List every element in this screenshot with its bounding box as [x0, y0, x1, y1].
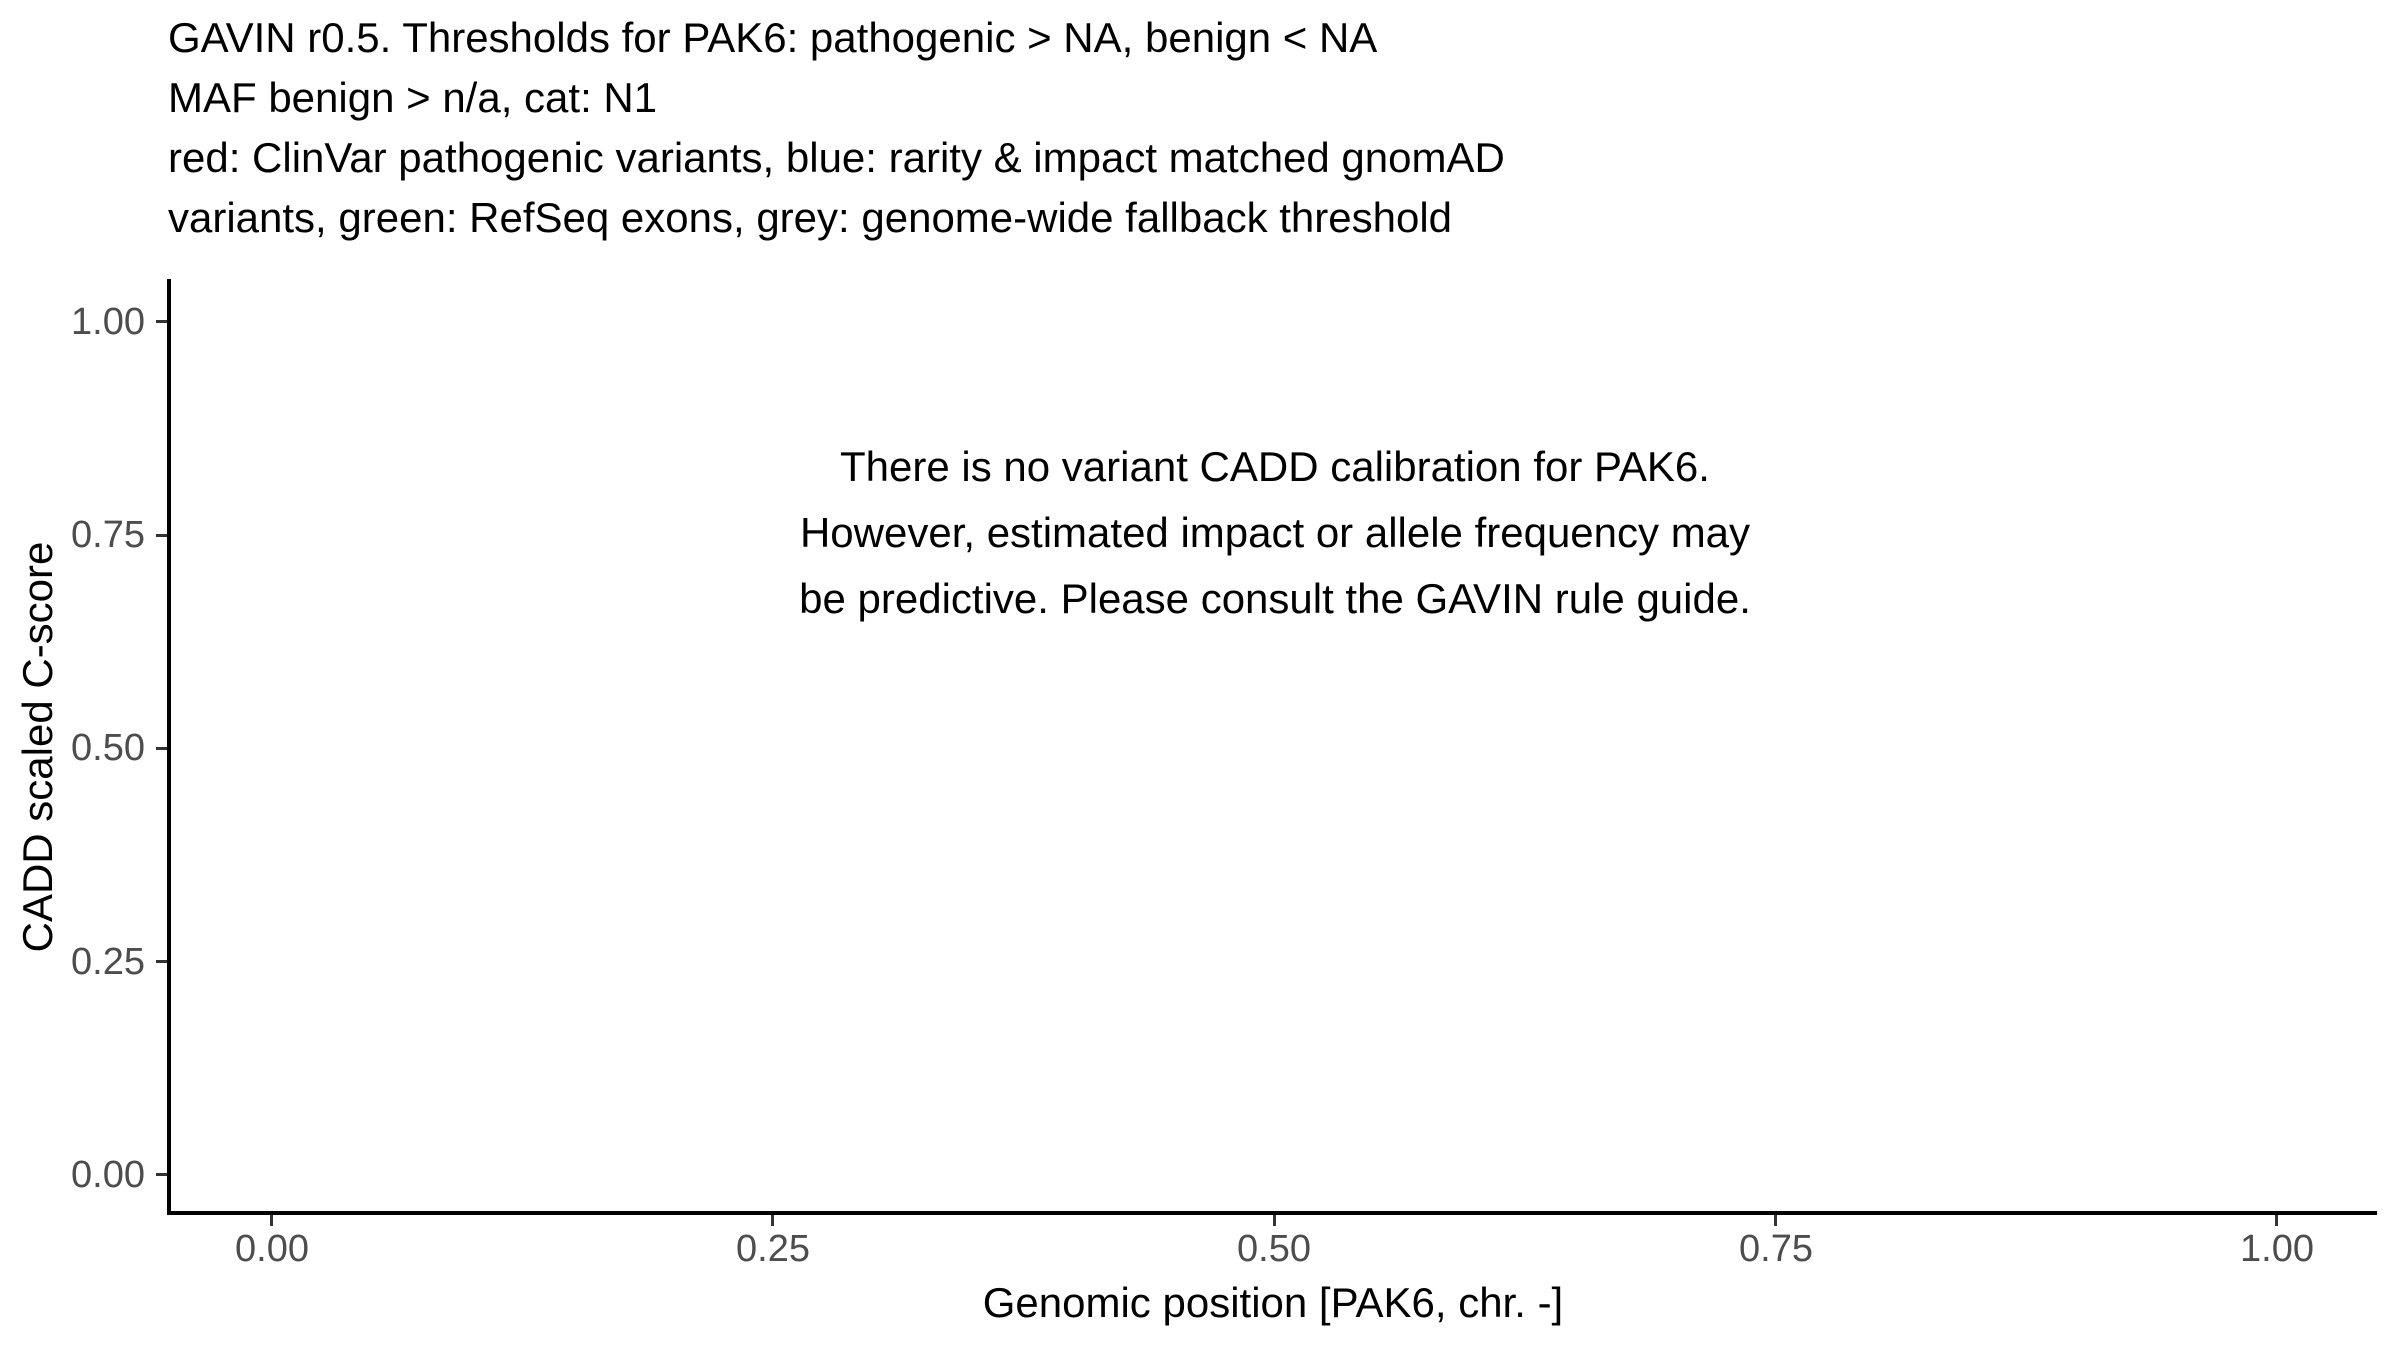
x-tick-mark [270, 1215, 273, 1226]
x-tick-mark [2275, 1215, 2278, 1226]
y-tick-label: 0.00 [71, 1154, 145, 1196]
chart-title-line-3: red: ClinVar pathogenic variants, blue: rarity & impact matched gnomAD [168, 134, 1505, 181]
chart-title [168, 8, 1505, 248]
x-tick-mark [771, 1215, 774, 1226]
y-axis-line [167, 279, 171, 1215]
x-tick-label: 0.00 [235, 1228, 309, 1270]
x-tick-label: 0.50 [1237, 1228, 1311, 1270]
y-tick-label: 1.00 [71, 301, 145, 343]
x-tick-label: 1.00 [2240, 1228, 2314, 1270]
x-axis-title: Genomic position [PAK6, chr. -] [982, 1279, 1564, 1326]
annotation-line-2: However, estimated impact or allele frequency may [799, 509, 1751, 556]
y-tick-label: 0.75 [71, 514, 145, 556]
y-axis-title: CADD scaled C-score [14, 541, 61, 953]
y-tick-mark [156, 1173, 167, 1176]
x-axis-line [167, 1211, 2377, 1215]
x-tick-label: 0.25 [736, 1228, 810, 1270]
y-tick-mark [156, 320, 167, 323]
y-tick-mark [156, 534, 167, 537]
x-tick-label: 0.75 [1739, 1228, 1813, 1270]
chart-title-line-4: variants, green: RefSeq exons, grey: genome-wide fallback threshold [168, 194, 1453, 241]
y-tick-label: 0.25 [71, 941, 145, 983]
x-tick-mark [1273, 1215, 1276, 1226]
annotation-line-3: be predictive. Please consult the GAVIN rule guide. [799, 575, 1751, 622]
plot-panel [169, 279, 2377, 1211]
y-tick-mark [156, 747, 167, 750]
chart-title-line-2: MAF benign > n/a, cat: N1 [168, 74, 658, 121]
no-calibration-annotation [575, 434, 1975, 632]
annotation-line-1: There is no variant CADD calibration for PAK6. [840, 443, 1710, 490]
y-tick-label: 0.50 [71, 727, 145, 769]
x-tick-mark [1774, 1215, 1777, 1226]
y-tick-mark [156, 960, 167, 963]
chart-title-line-1: GAVIN r0.5. Thresholds for PAK6: pathogenic > NA, benign < NA [168, 14, 1378, 61]
